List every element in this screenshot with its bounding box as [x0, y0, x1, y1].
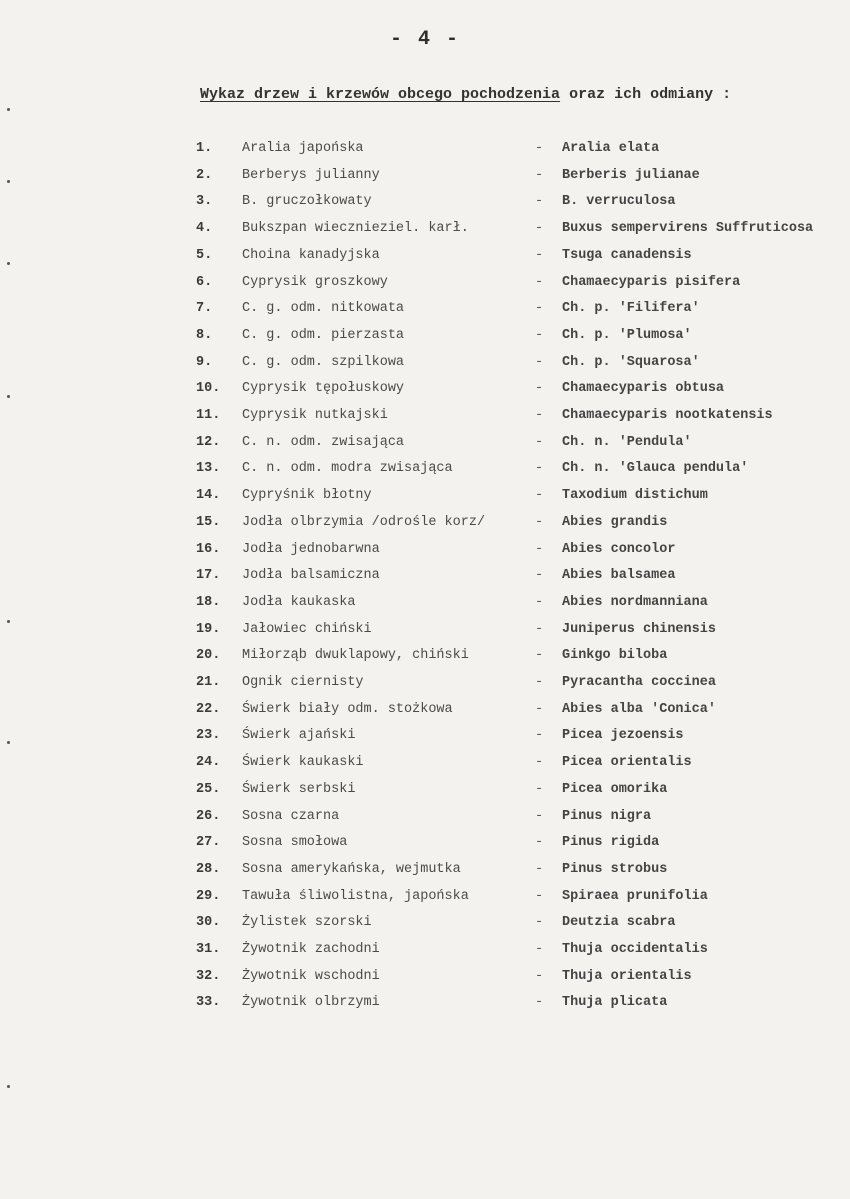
item-dash: -	[535, 942, 544, 957]
item-polish-name: Sosna amerykańska, wejmutka	[242, 861, 461, 877]
list-item	[0, 461, 850, 487]
item-dash: -	[535, 888, 544, 904]
item-number: 19.	[196, 621, 221, 637]
item-latin-name: Ch. n. 'Pendula'	[562, 434, 692, 450]
item-number: 20.	[196, 648, 221, 664]
item-number: 15.	[196, 514, 221, 530]
item-number: 12.	[196, 434, 221, 450]
list-item	[0, 755, 850, 781]
item-latin-name: Tsuga canadensis	[562, 247, 692, 263]
item-latin-name: Picea jezoensis	[562, 728, 684, 744]
item-dash: -	[535, 701, 544, 717]
list-item	[0, 275, 850, 301]
item-number: 8.	[196, 327, 213, 343]
item-number: 9.	[196, 354, 213, 370]
item-polish-name: Świerk biały odm. stożkowa	[242, 701, 453, 717]
item-latin-name: Pinus strobus	[562, 861, 668, 877]
item-dash: -	[535, 621, 544, 637]
item-number: 2.	[196, 167, 213, 183]
list-item	[0, 221, 850, 247]
item-polish-name: C. g. odm. pierzasta	[242, 327, 405, 343]
item-number: 14.	[196, 488, 221, 504]
item-latin-name: Thuja plicata	[562, 995, 668, 1011]
item-dash: -	[535, 247, 544, 263]
item-polish-name: Jodła kaukaska	[242, 594, 356, 610]
list-item	[0, 248, 850, 274]
list-item	[0, 728, 850, 754]
item-number: 16.	[196, 541, 221, 557]
item-number: 29.	[196, 888, 221, 904]
item-number: 21.	[196, 675, 221, 690]
list-item	[0, 355, 850, 381]
list-item	[0, 995, 850, 1021]
item-polish-name: B. gruczołkowaty	[242, 194, 372, 210]
item-polish-name: Żylistek szorski	[242, 915, 372, 931]
list-item	[0, 702, 850, 728]
list-item	[0, 942, 850, 968]
item-polish-name: Miłorząb dwuklapowy, chiński	[242, 648, 469, 664]
item-dash: -	[535, 327, 544, 343]
margin-mark	[7, 620, 10, 623]
item-number: 27.	[196, 835, 221, 851]
item-dash: -	[535, 274, 544, 290]
margin-mark	[7, 395, 10, 398]
item-number: 13.	[196, 461, 221, 477]
item-latin-name: Abies balsamea	[562, 568, 676, 584]
item-latin-name: Pyracantha coccinea	[562, 675, 716, 690]
item-dash: -	[535, 514, 544, 530]
item-latin-name: Ginkgo biloba	[562, 648, 668, 664]
list-item	[0, 141, 850, 167]
item-dash: -	[535, 194, 544, 210]
page-number: - 4 -	[389, 28, 460, 51]
item-latin-name: Abies concolor	[562, 541, 676, 557]
list-item	[0, 595, 850, 621]
list-item	[0, 622, 850, 648]
item-polish-name: C. g. odm. nitkowata	[242, 301, 405, 317]
item-polish-name: Żywotnik zachodni	[242, 942, 380, 957]
item-dash: -	[535, 675, 544, 690]
item-polish-name: Bukszpan wiecznieziel. karł.	[242, 221, 469, 237]
list-item	[0, 381, 850, 407]
item-polish-name: Cyprysik nutkajski	[242, 408, 388, 423]
list-item	[0, 194, 850, 220]
item-dash: -	[535, 167, 544, 183]
item-polish-name: Świerk ajański	[242, 728, 356, 744]
item-dash: -	[535, 221, 544, 237]
item-dash: -	[535, 488, 544, 504]
item-latin-name: Berberis julianae	[562, 167, 700, 183]
list-item	[0, 328, 850, 354]
item-polish-name: Cyprysik tępołuskowy	[242, 381, 405, 397]
item-polish-name: Jałowiec chiński	[242, 621, 372, 637]
item-polish-name: Cyprysik groszkowy	[242, 274, 388, 290]
item-dash: -	[535, 381, 544, 397]
list-item	[0, 408, 850, 434]
list-item	[0, 835, 850, 861]
item-dash: -	[535, 461, 544, 477]
item-polish-name: Tawuła śliwolistna, japońska	[242, 888, 469, 904]
item-dash: -	[535, 915, 544, 931]
item-dash: -	[535, 861, 544, 877]
list-item	[0, 675, 850, 701]
item-polish-name: Sosna czarna	[242, 808, 340, 824]
item-number: 26.	[196, 808, 221, 824]
item-polish-name: Aralia japońska	[242, 141, 364, 156]
item-number: 25.	[196, 781, 221, 797]
item-polish-name: Berberys julianny	[242, 167, 380, 183]
item-polish-name: Cypryśnik błotny	[242, 488, 372, 504]
margin-mark	[7, 180, 10, 183]
item-polish-name: Jodła olbrzymia /odrośle korz/	[242, 514, 486, 530]
item-number: 7.	[196, 301, 213, 317]
item-number: 5.	[196, 247, 213, 263]
item-dash: -	[535, 594, 544, 610]
item-latin-name: Deutzia scabra	[562, 915, 676, 931]
list-item	[0, 648, 850, 674]
item-latin-name: Buxus sempervirens Suffruticosa	[562, 221, 814, 237]
list-item	[0, 969, 850, 995]
item-latin-name: Ch. p. 'Filifera'	[562, 301, 700, 317]
item-latin-name: Chamaecyparis obtusa	[562, 381, 725, 397]
item-latin-name: B. verruculosa	[562, 194, 676, 210]
list-item	[0, 782, 850, 808]
heading-underlined-text: Wykaz drzew i krzewów obcego pochodzenia	[200, 86, 561, 103]
item-latin-name: Abies grandis	[562, 514, 668, 530]
item-dash: -	[535, 808, 544, 824]
item-polish-name: Żywotnik olbrzymi	[242, 995, 380, 1011]
item-dash: -	[535, 541, 544, 557]
item-dash: -	[535, 408, 544, 423]
item-number: 10.	[196, 381, 221, 397]
margin-mark	[7, 108, 10, 111]
item-latin-name: Picea orientalis	[562, 755, 692, 771]
item-dash: -	[535, 434, 544, 450]
item-latin-name: Ch. p. 'Plumosa'	[562, 327, 692, 343]
item-polish-name: C. n. odm. modra zwisająca	[242, 461, 453, 477]
item-number: 28.	[196, 861, 221, 877]
item-number: 31.	[196, 942, 221, 957]
item-polish-name: C. n. odm. zwisająca	[242, 434, 405, 450]
item-latin-name: Chamaecyparis nootkatensis	[562, 408, 773, 423]
item-polish-name: Jodła balsamiczna	[242, 568, 380, 584]
item-number: 23.	[196, 728, 221, 744]
item-polish-name: Żywotnik wschodni	[242, 968, 380, 984]
item-latin-name: Chamaecyparis pisifera	[562, 274, 741, 290]
list-item	[0, 915, 850, 941]
item-polish-name: C. g. odm. szpilkowa	[242, 354, 405, 370]
item-polish-name: Świerk kaukaski	[242, 755, 364, 771]
item-dash: -	[535, 301, 544, 317]
item-dash: -	[535, 141, 544, 156]
item-dash: -	[535, 835, 544, 851]
list-item	[0, 889, 850, 915]
item-polish-name: Jodła jednobarwna	[242, 541, 380, 557]
item-latin-name: Picea omorika	[562, 781, 668, 797]
item-number: 17.	[196, 568, 221, 584]
item-dash: -	[535, 354, 544, 370]
item-latin-name: Abies alba 'Conica'	[562, 701, 716, 717]
list-item	[0, 542, 850, 568]
item-number: 1.	[196, 141, 213, 156]
item-latin-name: Ch. n. 'Glauca pendula'	[562, 461, 749, 477]
list-item	[0, 168, 850, 194]
item-latin-name: Abies nordmanniana	[562, 594, 708, 610]
list-item	[0, 301, 850, 327]
item-latin-name: Aralia elata	[562, 141, 660, 156]
document-heading	[200, 86, 731, 103]
item-number: 11.	[196, 408, 221, 423]
heading-suffix-text: oraz ich odmiany :	[560, 86, 732, 103]
item-dash: -	[535, 968, 544, 984]
item-number: 6.	[196, 274, 213, 290]
item-latin-name: Juniperus chinensis	[562, 621, 716, 637]
margin-mark	[7, 1085, 10, 1088]
item-polish-name: Sosna smołowa	[242, 835, 348, 851]
item-latin-name: Taxodium distichum	[562, 488, 708, 504]
item-number: 24.	[196, 755, 221, 771]
item-number: 4.	[196, 221, 213, 237]
item-latin-name: Pinus rigida	[562, 835, 660, 851]
item-number: 22.	[196, 701, 221, 717]
item-polish-name: Choina kanadyjska	[242, 247, 380, 263]
item-dash: -	[535, 755, 544, 771]
list-item	[0, 435, 850, 461]
list-item	[0, 515, 850, 541]
item-latin-name: Thuja orientalis	[562, 968, 692, 984]
item-dash: -	[535, 728, 544, 744]
margin-mark	[7, 262, 10, 265]
item-dash: -	[535, 568, 544, 584]
item-number: 18.	[196, 594, 221, 610]
item-number: 30.	[196, 915, 221, 931]
item-polish-name: Świerk serbski	[242, 781, 356, 797]
list-item	[0, 809, 850, 835]
item-latin-name: Thuja occidentalis	[562, 942, 708, 957]
item-latin-name: Spiraea prunifolia	[562, 888, 708, 904]
list-item	[0, 568, 850, 594]
item-latin-name: Pinus nigra	[562, 808, 652, 824]
item-dash: -	[535, 781, 544, 797]
item-polish-name: Ognik ciernisty	[242, 675, 364, 690]
list-item	[0, 488, 850, 514]
item-number: 33.	[196, 995, 221, 1011]
list-item	[0, 862, 850, 888]
margin-mark	[7, 741, 10, 744]
item-dash: -	[535, 995, 544, 1011]
item-number: 32.	[196, 968, 221, 984]
item-latin-name: Ch. p. 'Squarosa'	[562, 354, 700, 370]
item-number: 3.	[196, 194, 213, 210]
item-dash: -	[535, 648, 544, 664]
